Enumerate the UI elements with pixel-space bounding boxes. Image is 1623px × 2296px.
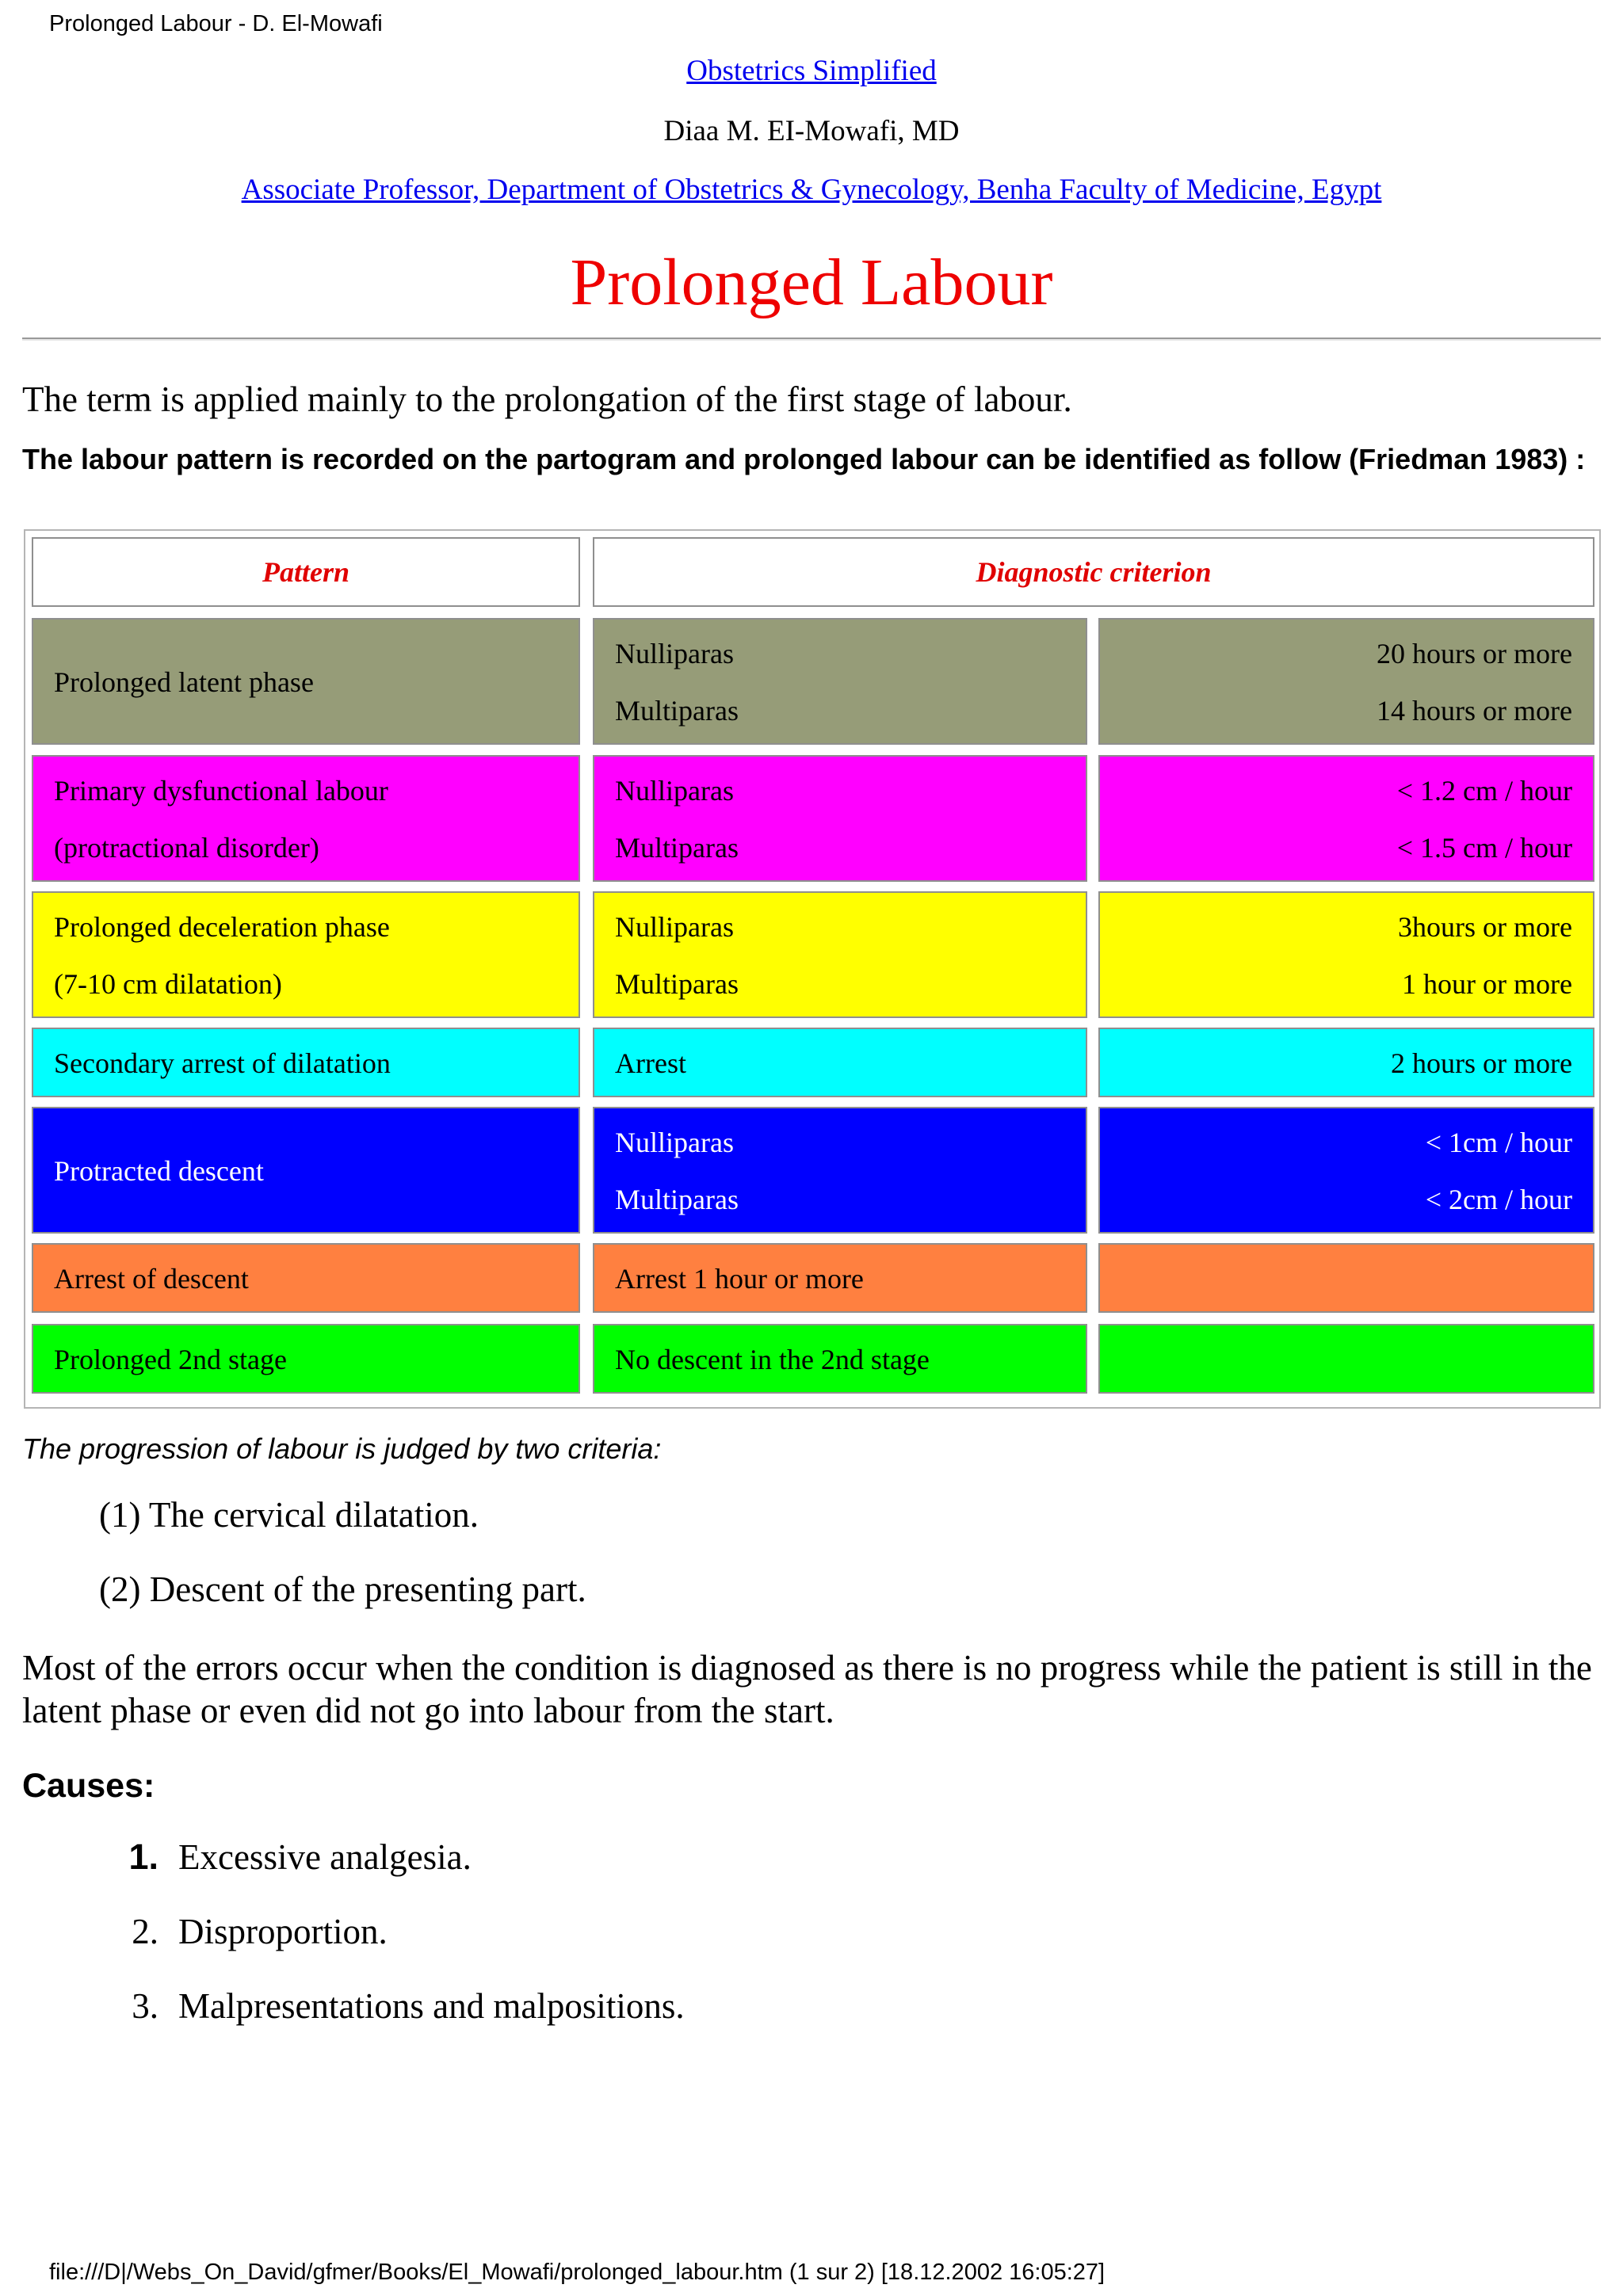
table-header-pattern: Pattern [32, 537, 580, 607]
table-cell-pattern [32, 891, 580, 1018]
cell-text: 14 hours or more [1377, 695, 1572, 727]
table-cell-group [593, 618, 1087, 745]
causes-heading: Causes: [22, 1767, 155, 1805]
cell-text: Nulliparas [615, 1127, 734, 1158]
cell-text: < 1.2 cm / hour [1396, 775, 1572, 807]
table-cell-value [1098, 1324, 1594, 1394]
cell-text: < 1cm / hour [1425, 1127, 1572, 1158]
list-number: 3. [132, 1986, 158, 2026]
table-cell-value [1098, 891, 1594, 1018]
affiliation-link[interactable]: Associate Professor, Department of Obstetrics & Gynecology, Benha Faculty of Medicine, Egypt [241, 174, 1382, 206]
cell-text: 2 hours or more [1391, 1047, 1572, 1079]
footer-url: file:///D|/Webs_On_David/gfmer/Books/El_Mowafi/prolonged_labour.htm (1 sur 2) [18.12.2002 16:05:27] [49, 2260, 1106, 2285]
cell-text: (protractional disorder) [54, 832, 319, 864]
table-cell-pattern [32, 1107, 580, 1234]
page-title: Prolonged Labour [570, 246, 1053, 319]
table-header-criterion: Diagnostic criterion [593, 537, 1594, 607]
affiliation-line [0, 173, 1623, 207]
list-number: 1. [128, 1836, 158, 1877]
table-cell-group [593, 1028, 1087, 1097]
cell-text: Primary dysfunctional labour [54, 775, 388, 807]
list-text: Malpresentations and malpositions. [178, 1986, 685, 2026]
table-cell-group [593, 755, 1087, 882]
criterion-item: (2) Descent of the presenting part. [99, 1569, 586, 1609]
horizontal-rule [22, 338, 1601, 341]
criterion-item: (1) The cervical dilatation. [99, 1495, 479, 1535]
table-cell-value [1098, 1243, 1594, 1313]
cell-text: Arrest of descent [54, 1263, 249, 1295]
book-link[interactable]: Obstetrics Simplified [686, 55, 937, 87]
cell-text: Protracted descent [54, 1155, 264, 1187]
list-text: Disproportion. [178, 1912, 388, 1951]
progression-intro: The progression of labour is judged by two criteria: [22, 1432, 662, 1465]
cell-text: 20 hours or more [1377, 638, 1572, 669]
cell-text: Prolonged 2nd stage [54, 1344, 287, 1375]
table-cell-value [1098, 1028, 1594, 1097]
cell-text: 1 hour or more [1402, 968, 1572, 1000]
table-cell-pattern [32, 618, 580, 745]
author: Diaa M. EI-Mowafi, MD [663, 115, 960, 147]
errors-paragraph: Most of the errors occur when the condition is diagnosed as there is no progress while the patient is still in the latent phase or even did not go into labour from the start. [22, 1648, 1592, 1730]
table-cell-group [593, 1243, 1087, 1313]
cell-text: Nulliparas [615, 775, 734, 807]
table-cell-pattern [32, 1324, 580, 1394]
list-text: Excessive analgesia. [178, 1837, 472, 1877]
table-cell-pattern [32, 755, 580, 882]
cell-text: No descent in the 2nd stage [615, 1344, 930, 1375]
criteria-table [24, 529, 1601, 1409]
cell-text: Multiparas [615, 968, 739, 1000]
cell-text: Multiparas [615, 695, 739, 727]
book-link-line [0, 54, 1623, 88]
cell-text: Nulliparas [615, 911, 734, 943]
table-cell-pattern [32, 1028, 580, 1097]
intro-text: The term is applied mainly to the prolongation of the first stage of labour. [22, 379, 1072, 419]
cell-text: Multiparas [615, 832, 739, 864]
lead-text: The labour pattern is recorded on the partogram and prolonged labour can be identified as follow (Friedman 1983) : [22, 443, 1586, 475]
table-cell-group [593, 1107, 1087, 1234]
cell-text: < 1.5 cm / hour [1396, 832, 1572, 864]
cell-text: 3hours or more [1398, 911, 1572, 943]
table-cell-group [593, 1324, 1087, 1394]
cell-text: Arrest [615, 1047, 686, 1079]
table-cell-pattern [32, 1243, 580, 1313]
cell-text: Secondary arrest of dilatation [54, 1047, 391, 1079]
cell-text: Prolonged latent phase [54, 666, 314, 698]
table-cell-group [593, 891, 1087, 1018]
table-cell-value [1098, 618, 1594, 745]
cell-text: Multiparas [615, 1184, 739, 1215]
table-cell-value [1098, 1107, 1594, 1234]
list-number: 2. [132, 1912, 158, 1951]
table-cell-value [1098, 755, 1594, 882]
window-title: Prolonged Labour - D. El-Mowafi [49, 11, 383, 36]
cell-text: (7-10 cm dilatation) [54, 968, 282, 1000]
cell-text: Arrest 1 hour or more [615, 1263, 864, 1295]
cell-text: Prolonged deceleration phase [54, 911, 390, 943]
cell-text: < 2cm / hour [1425, 1184, 1572, 1215]
cell-text: Nulliparas [615, 638, 734, 669]
